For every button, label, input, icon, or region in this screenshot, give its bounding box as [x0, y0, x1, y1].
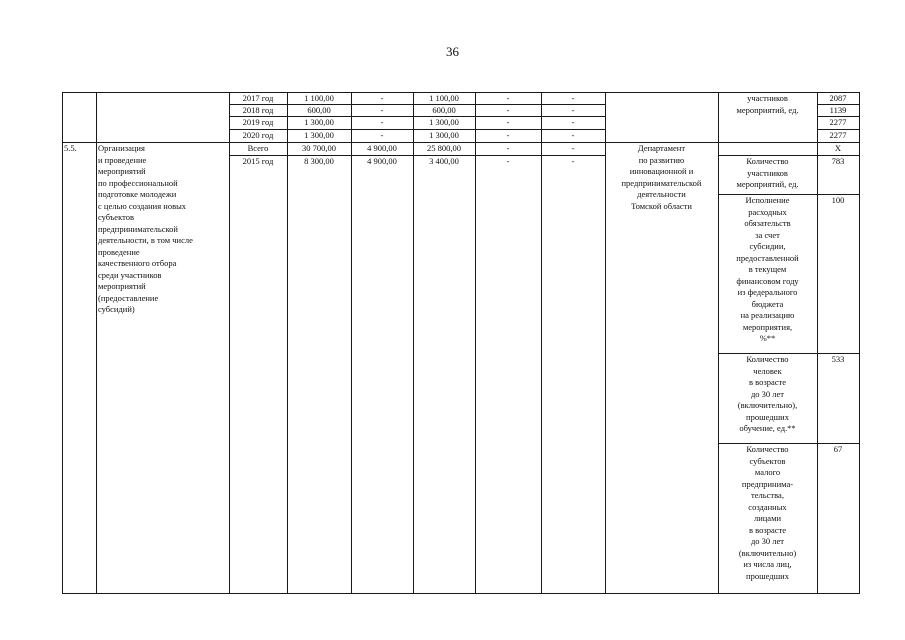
indicator-value-cell: X: [834, 143, 842, 153]
column-rule: [475, 92, 476, 593]
column-rule: [718, 92, 719, 593]
other-cell: -: [571, 143, 575, 153]
column-rule: [229, 92, 230, 593]
regional-cell: 1 300,00: [429, 130, 459, 140]
indicator-value-cell: 2277: [829, 117, 847, 127]
municipal-cell: -: [506, 117, 510, 127]
total-cell: 1 300,00: [304, 130, 334, 140]
column-rule: [62, 92, 63, 593]
federal-cell: 4 900,00: [367, 156, 397, 166]
regional-cell: 600,00: [432, 105, 456, 115]
municipal-cell: -: [506, 93, 510, 103]
other-cell: -: [571, 130, 575, 140]
year-cell: 2015 год: [242, 156, 274, 166]
municipal-cell: -: [506, 105, 510, 115]
indicator-value-cell: 67: [833, 444, 843, 454]
other-cell: -: [571, 93, 575, 103]
indicator-name-cell: Количество субъектов малого предпринима- тельства, созданных лицами в возрасте до 30 лет (включительно) из числа лиц, прошедших: [738, 444, 797, 581]
federal-cell: -: [380, 117, 384, 127]
regional-cell: 25 800,00: [427, 143, 461, 153]
regional-cell: 1 300,00: [429, 117, 459, 127]
section-name: Организация и проведение мероприятий по профессиональной подготовке молодежи с целью создания новых субъектов предпринимательской деятельности, в том числе проведение качественного отбора среди участников мероприятий (предоставление субсидий): [98, 143, 193, 314]
column-rule: [605, 92, 606, 593]
indicator-value-cell: 533: [831, 354, 845, 364]
indicator-value-cell: 2087: [829, 93, 847, 103]
other-cell: -: [571, 105, 575, 115]
municipal-cell: -: [506, 143, 510, 153]
regional-cell: 1 100,00: [429, 93, 459, 103]
regional-cell: 3 400,00: [429, 156, 459, 166]
indicator-value-cell: 1139: [829, 105, 847, 115]
total-cell: 1 100,00: [304, 93, 334, 103]
column-rule: [541, 92, 542, 593]
year-cell: 2019 год: [242, 117, 274, 127]
total-cell: 8 300,00: [304, 156, 334, 166]
federal-cell: -: [380, 93, 384, 103]
other-cell: -: [571, 117, 575, 127]
year-cell: 2017 год: [242, 93, 274, 103]
year-cell: Всего: [247, 143, 269, 153]
indicator-value-cell: 2277: [829, 130, 847, 140]
indicator-value-cell: 100: [831, 195, 845, 205]
year-cell: 2020 год: [242, 130, 274, 140]
federal-cell: -: [380, 130, 384, 140]
indicator-name-cell: участников мероприятий, ед.: [736, 93, 799, 115]
year-cell: 2018 год: [242, 105, 274, 115]
column-rule: [859, 92, 860, 593]
municipal-cell: -: [506, 156, 510, 166]
indicator-name-cell: Количество участников мероприятий, ед.: [736, 156, 799, 189]
column-rule: [96, 92, 97, 593]
municipal-cell: -: [506, 130, 510, 140]
federal-cell: -: [380, 105, 384, 115]
indicator-value-cell: 783: [831, 156, 845, 166]
other-cell: -: [571, 156, 575, 166]
column-rule: [287, 92, 288, 593]
total-cell: 1 300,00: [304, 117, 334, 127]
column-rule: [351, 92, 352, 593]
table-bottom-border: [62, 593, 860, 594]
executor-cell: Департамент по развитию инновационной и предпринимательской деятельности Томской области: [621, 143, 702, 211]
section-number: 5.5.: [64, 143, 77, 153]
total-cell: 30 700,00: [302, 143, 336, 153]
total-cell: 600,00: [307, 105, 331, 115]
page-number: 36: [446, 44, 459, 59]
column-rule: [413, 92, 414, 593]
indicator-name-cell: Количество человек в возрасте до 30 лет (включительно), прошедших обучение, ед.**: [737, 354, 798, 433]
federal-cell: 4 900,00: [367, 143, 397, 153]
indicator-name-cell: Исполнение расходных обязательств за счет субсидии, предоставленной в текущем финансовом году из федерального бюджета на реализацию мероприятия, %**: [736, 195, 799, 343]
column-rule: [817, 92, 818, 593]
